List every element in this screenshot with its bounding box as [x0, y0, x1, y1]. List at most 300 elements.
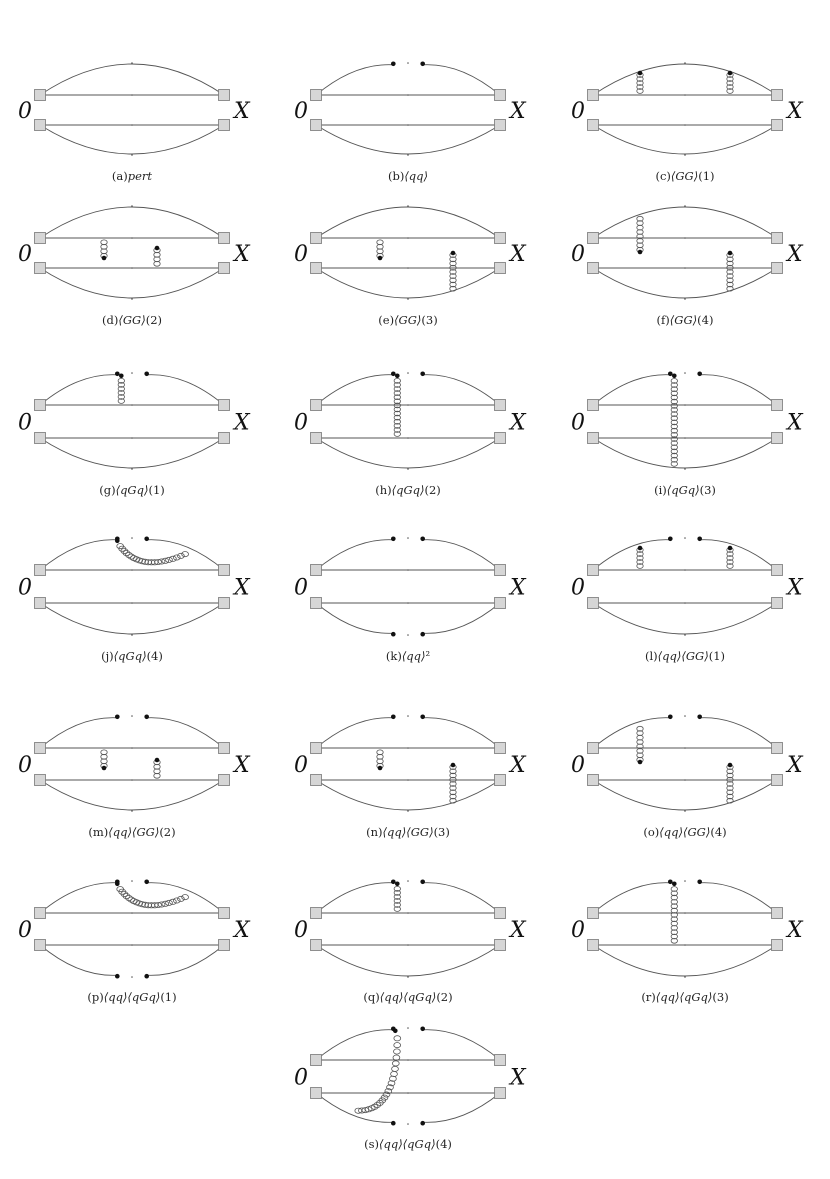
- diagram-b: [294, 62, 527, 184]
- condensate-dot: [638, 250, 643, 255]
- quark-condensate-dot: [420, 537, 425, 542]
- condensate-dot: [155, 758, 160, 763]
- propagator-marker: [407, 237, 409, 239]
- vertex-box: [35, 940, 46, 951]
- quark-propagator-top-left: [40, 375, 117, 405]
- gluon-line: [637, 546, 643, 569]
- caption-condensate: ⟨qGq⟩: [666, 483, 700, 497]
- right-operator-label: X: [787, 918, 803, 943]
- propagator-marker: [131, 537, 133, 539]
- propagator-marker: [684, 880, 686, 882]
- quark-propagator-top-left: [593, 718, 670, 748]
- condensate-dot: [395, 373, 400, 378]
- caption-condensate: pert: [127, 169, 153, 183]
- gluon-coil: [101, 240, 107, 245]
- vertex-box: [495, 433, 506, 444]
- quark-propagator-bottom: [40, 603, 224, 634]
- diagram-caption: [99, 483, 165, 497]
- quark-propagator-top-left: [316, 540, 393, 570]
- caption-condensate: ⟨qGq⟩: [115, 483, 149, 497]
- propagator-marker: [407, 1092, 409, 1094]
- propagator-marker: [407, 715, 409, 717]
- diagram-caption: [655, 169, 714, 183]
- condensate-dot: [728, 251, 733, 256]
- right-operator-label: X: [510, 575, 526, 601]
- caption-condensate: ⟨qq⟩⟨GG⟩: [382, 825, 434, 839]
- condensate-dot: [672, 881, 677, 886]
- propagator-marker: [684, 715, 686, 717]
- caption-index: (1): [148, 483, 165, 497]
- right-operator-label: X: [234, 242, 250, 267]
- vertex-box: [219, 433, 230, 444]
- gluon-line: [637, 216, 643, 254]
- propagator-marker: [684, 634, 686, 636]
- caption-condensate: ⟨qq⟩: [401, 649, 426, 663]
- gluon-coil: [173, 898, 180, 903]
- gluon-coil: [182, 895, 189, 900]
- quark-propagator-top: [40, 64, 224, 95]
- right-operator-label: X: [510, 242, 526, 267]
- vertex-box: [311, 940, 322, 951]
- quark-condensate-dot: [668, 537, 673, 542]
- vertex-box: [772, 433, 783, 444]
- propagator-marker: [407, 810, 409, 812]
- right-operator-label: X: [787, 575, 803, 601]
- propagator-marker: [131, 810, 133, 812]
- propagator-marker: [407, 468, 409, 470]
- condensate-dot: [638, 71, 643, 76]
- quark-propagator-top-left: [316, 718, 393, 748]
- vertex-box: [772, 233, 783, 244]
- propagator-marker: [684, 437, 686, 439]
- right-operator-label: X: [510, 1065, 526, 1091]
- right-operator-label: X: [787, 753, 803, 778]
- vertex-box: [772, 120, 783, 131]
- vertex-box: [495, 400, 506, 411]
- caption-condensate: ⟨GG⟩: [394, 313, 422, 327]
- quark-condensate-dot: [391, 537, 396, 542]
- propagator-marker: [407, 634, 409, 636]
- propagator-marker: [684, 912, 686, 914]
- vertex-box: [311, 775, 322, 786]
- diagram-caption: [88, 825, 175, 839]
- propagator-marker: [131, 267, 133, 269]
- quark-propagator-bottom: [593, 780, 777, 810]
- quark-propagator-top-left: [593, 540, 670, 570]
- vertex-box: [219, 400, 230, 411]
- quark-propagator-top-right: [423, 718, 500, 748]
- caption-label: (a): [111, 169, 128, 183]
- vertex-box: [588, 263, 599, 274]
- right-operator-label: X: [787, 99, 803, 124]
- quark-propagator-top: [40, 207, 224, 238]
- gluon-coil: [377, 244, 383, 249]
- vertex-box: [35, 565, 46, 576]
- quark-propagator-top-left: [40, 718, 117, 748]
- quark-propagator-bottom-left: [316, 1093, 393, 1122]
- diagram-caption: [641, 990, 728, 1004]
- quark-propagator-top-left: [593, 883, 670, 913]
- caption-index: (1): [698, 169, 715, 183]
- propagator-marker: [407, 779, 409, 781]
- gluon-coil: [101, 754, 107, 759]
- gluon-line: [727, 71, 733, 94]
- quark-propagator-top-right: [700, 540, 777, 570]
- gluon-coil: [393, 1055, 400, 1060]
- quark-propagator-bottom-right: [147, 945, 224, 975]
- vertex-box: [311, 598, 322, 609]
- quark-condensate-dot: [391, 62, 396, 67]
- vertex-box: [588, 233, 599, 244]
- caption-label: (i): [654, 483, 667, 497]
- caption-condensate: ⟨qq⟩⟨qGq⟩: [378, 1137, 436, 1151]
- quark-propagator-top-right: [423, 883, 500, 913]
- caption-condensate: ⟨GG⟩: [670, 169, 699, 183]
- left-operator-label: 0: [571, 410, 585, 436]
- caption-label: (m): [88, 825, 109, 839]
- gluon-coil: [154, 764, 160, 769]
- propagator-marker: [407, 944, 409, 946]
- gluon-line: [671, 373, 677, 466]
- condensate-dot: [638, 546, 643, 551]
- quark-propagator-bottom: [593, 945, 777, 976]
- left-operator-label: 0: [571, 99, 585, 124]
- caption-index: (4): [146, 649, 163, 663]
- gluon-line: [118, 373, 124, 403]
- caption-index: (2): [145, 313, 162, 327]
- condensate-dot: [115, 538, 120, 543]
- propagator-marker: [684, 124, 686, 126]
- gluon-coil: [154, 257, 160, 262]
- vertex-box: [311, 433, 322, 444]
- propagator-marker: [131, 747, 133, 749]
- diagram-caption: [378, 313, 437, 327]
- diagram-caption: [363, 990, 452, 1004]
- gluon-coil: [377, 759, 383, 764]
- vertex-box: [588, 908, 599, 919]
- vertex-box: [588, 598, 599, 609]
- gluon-coil: [154, 252, 160, 257]
- condensate-dot: [102, 256, 107, 261]
- caption-condensate: ⟨qq⟩: [404, 169, 429, 183]
- quark-condensate-dot: [420, 1121, 425, 1126]
- propagator-marker: [684, 94, 686, 96]
- vertex-box: [35, 598, 46, 609]
- right-operator-label: X: [234, 410, 250, 436]
- propagator-marker: [131, 62, 133, 64]
- diagram-k: [294, 537, 527, 664]
- left-operator-label: 0: [294, 753, 308, 778]
- propagator-marker: [684, 976, 686, 978]
- vertex-box: [219, 120, 230, 131]
- gluon-coil: [101, 750, 107, 755]
- propagator-marker: [407, 976, 409, 978]
- condensate-dot: [393, 1028, 398, 1033]
- propagator-marker: [131, 569, 133, 571]
- gluon-coil: [394, 1036, 401, 1041]
- propagator-marker: [407, 602, 409, 604]
- caption-condensate: ⟨GG⟩: [118, 313, 146, 327]
- caption-label: (f): [656, 313, 670, 327]
- quark-condensate-dot: [420, 632, 425, 637]
- gluon-coil: [377, 240, 383, 245]
- quark-propagator-top: [316, 207, 500, 238]
- diagram-caption: [87, 990, 176, 1004]
- caption-index: (2): [424, 483, 441, 497]
- right-operator-label: X: [510, 918, 526, 943]
- caption-condensate: ⟨qq⟩⟨qGq⟩: [655, 990, 713, 1004]
- caption-index: (3): [421, 313, 438, 327]
- vertex-box: [311, 1055, 322, 1066]
- vertex-box: [311, 1088, 322, 1099]
- propagator-marker: [131, 124, 133, 126]
- quark-condensate-dot: [144, 974, 149, 979]
- quark-propagator-top-right: [147, 883, 224, 913]
- caption-index: (2): [436, 990, 453, 1004]
- quark-propagator-bottom: [316, 268, 500, 298]
- propagator-marker: [684, 569, 686, 571]
- quark-propagator-top: [593, 64, 777, 95]
- quark-condensate-dot: [420, 62, 425, 67]
- caption-label: (o): [643, 825, 660, 839]
- right-operator-label: X: [234, 753, 250, 778]
- caption-condensate: ⟨qq⟩⟨GG⟩: [657, 649, 709, 663]
- left-operator-label: 0: [571, 753, 585, 778]
- gluon-line: [727, 251, 733, 291]
- propagator-marker: [407, 94, 409, 96]
- gluon-line: [377, 750, 383, 770]
- gluon-line: [450, 251, 456, 291]
- quark-condensate-dot: [668, 372, 673, 377]
- diagram-caption: [366, 825, 450, 839]
- vertex-box: [311, 233, 322, 244]
- caption-index: (4): [697, 313, 714, 327]
- diagram-caption: [388, 169, 428, 183]
- gluon-line: [355, 1028, 401, 1113]
- vertex-box: [35, 120, 46, 131]
- gluon-line: [671, 881, 677, 943]
- propagator-marker: [684, 404, 686, 406]
- caption-label: (q): [363, 990, 380, 1004]
- vertex-box: [311, 565, 322, 576]
- gluon-line: [377, 240, 383, 260]
- quark-condensate-dot: [115, 715, 120, 720]
- propagator-marker: [131, 404, 133, 406]
- vertex-box: [35, 775, 46, 786]
- vertex-box: [588, 120, 599, 131]
- propagator-marker: [407, 154, 409, 156]
- propagator-marker: [131, 912, 133, 914]
- caption-condensate: ⟨qGq⟩: [113, 649, 147, 663]
- caption-condensate: ⟨qq⟩⟨GG⟩: [659, 825, 711, 839]
- gluon-coil: [178, 553, 185, 558]
- quark-propagator-top-right: [147, 718, 224, 748]
- right-operator-label: X: [787, 410, 803, 436]
- vertex-box: [588, 400, 599, 411]
- quark-propagator-top-left: [316, 883, 393, 913]
- quark-propagator-top-right: [423, 540, 500, 570]
- quark-propagator-bottom: [40, 125, 224, 154]
- propagator-marker: [684, 747, 686, 749]
- vertex-box: [311, 908, 322, 919]
- condensate-dot: [155, 246, 160, 251]
- caption-label: (c): [655, 169, 671, 183]
- quark-propagator-bottom-right: [423, 603, 500, 633]
- caption-label: (s): [364, 1137, 379, 1151]
- condensate-dot: [728, 71, 733, 76]
- vertex-box: [219, 940, 230, 951]
- propagator-marker: [407, 124, 409, 126]
- caption-label: (g): [99, 483, 116, 497]
- diagram-m: [18, 715, 251, 840]
- right-operator-label: X: [510, 99, 526, 124]
- propagator-marker: [131, 237, 133, 239]
- condensate-dot: [451, 251, 456, 256]
- diagram-caption: [101, 649, 163, 663]
- vertex-box: [772, 743, 783, 754]
- gluon-coil: [166, 900, 173, 905]
- quark-propagator-top-left: [40, 883, 117, 913]
- diagram-f: [571, 205, 804, 327]
- caption-index: (4): [435, 1137, 452, 1151]
- diagram-q: [294, 880, 527, 1005]
- right-operator-label: X: [234, 575, 250, 601]
- vertex-box: [588, 775, 599, 786]
- quark-propagator-top-right: [700, 718, 777, 748]
- propagator-marker: [131, 154, 133, 156]
- gluon-coil: [154, 261, 160, 266]
- propagator-marker: [131, 372, 133, 374]
- quark-propagator-top-left: [593, 375, 670, 405]
- quark-condensate-dot: [391, 632, 396, 637]
- quark-propagator-top-right: [147, 540, 224, 570]
- vertex-box: [495, 1055, 506, 1066]
- vertex-box: [219, 775, 230, 786]
- propagator-marker: [407, 747, 409, 749]
- propagator-marker: [407, 437, 409, 439]
- diagram-caption: [657, 313, 714, 327]
- gluon-coil: [392, 1061, 399, 1066]
- propagator-marker: [407, 404, 409, 406]
- quark-propagator-top-right: [423, 375, 500, 405]
- caption-condensate: ⟨qGq⟩: [391, 483, 425, 497]
- vertex-box: [495, 263, 506, 274]
- diagram-caption: [112, 169, 153, 183]
- diagram-e: [294, 205, 527, 327]
- propagator-marker: [131, 298, 133, 300]
- left-operator-label: 0: [18, 99, 32, 124]
- right-operator-label: X: [787, 242, 803, 267]
- diagram-a: [18, 62, 251, 183]
- propagator-marker: [684, 237, 686, 239]
- propagator-marker: [684, 468, 686, 470]
- vertex-box: [772, 598, 783, 609]
- diagram-h: [294, 372, 527, 498]
- vertex-box: [772, 908, 783, 919]
- propagator-marker: [407, 880, 409, 882]
- propagator-marker: [131, 94, 133, 96]
- left-operator-label: 0: [571, 242, 585, 267]
- diagram-caption: [643, 825, 726, 839]
- vertex-box: [219, 908, 230, 919]
- condensate-dot: [102, 766, 107, 771]
- quark-condensate-dot: [697, 880, 702, 885]
- vertex-box: [219, 90, 230, 101]
- right-operator-label: X: [510, 410, 526, 436]
- gluon-coil: [173, 555, 180, 560]
- propagator-marker: [131, 880, 133, 882]
- caption-condensate: ⟨qq⟩⟨GG⟩: [108, 825, 160, 839]
- quark-condensate-dot: [420, 372, 425, 377]
- quark-condensate-dot: [391, 372, 396, 377]
- diagram-o: [571, 715, 804, 840]
- quark-condensate-dot: [391, 880, 396, 885]
- caption-index: (4): [710, 825, 727, 839]
- caption-label: (k): [385, 649, 402, 663]
- vertex-box: [772, 90, 783, 101]
- diagram-l: [571, 537, 804, 664]
- caption-label: (h): [375, 483, 392, 497]
- gluon-line: [101, 240, 107, 260]
- propagator-marker: [407, 372, 409, 374]
- gluon-line: [101, 750, 107, 770]
- quark-propagator-bottom: [316, 780, 500, 810]
- left-operator-label: 0: [294, 99, 308, 124]
- quark-condensate-dot: [697, 537, 702, 542]
- vertex-box: [772, 400, 783, 411]
- propagator-marker: [131, 634, 133, 636]
- quark-propagator-top-right: [700, 375, 777, 405]
- diagram-j: [18, 537, 251, 664]
- propagator-marker: [407, 537, 409, 539]
- diagram-g: [18, 372, 251, 498]
- caption-label: (e): [378, 313, 395, 327]
- left-operator-label: 0: [18, 575, 32, 601]
- gluon-coil: [154, 773, 160, 778]
- quark-propagator-bottom: [593, 603, 777, 634]
- vertex-box: [772, 775, 783, 786]
- diagram-caption: [386, 649, 430, 663]
- vertex-box: [495, 90, 506, 101]
- condensate-dot: [451, 763, 456, 768]
- vertex-box: [588, 940, 599, 951]
- propagator-marker: [407, 569, 409, 571]
- propagator-marker: [131, 602, 133, 604]
- diagram-caption: [654, 483, 716, 497]
- left-operator-label: 0: [571, 918, 585, 943]
- diagram-r: [571, 880, 804, 1005]
- vertex-box: [495, 233, 506, 244]
- quark-propagator-top-right: [423, 65, 500, 95]
- quark-condensate-dot: [115, 974, 120, 979]
- quark-propagator-bottom: [316, 125, 500, 154]
- quark-propagator-bottom: [593, 268, 777, 298]
- vertex-box: [495, 940, 506, 951]
- caption-label: (j): [101, 649, 114, 663]
- quark-propagator-top-right: [423, 1030, 500, 1060]
- propagator-marker: [407, 1027, 409, 1029]
- left-operator-label: 0: [294, 575, 308, 601]
- condensate-dot: [115, 881, 120, 886]
- condensate-dot: [395, 881, 400, 886]
- left-operator-label: 0: [18, 918, 32, 943]
- vertex-box: [495, 598, 506, 609]
- condensate-dot: [378, 766, 383, 771]
- quark-condensate-dot: [144, 537, 149, 542]
- gluon-coil: [154, 769, 160, 774]
- propagator-marker: [684, 205, 686, 207]
- vertex-box: [495, 565, 506, 576]
